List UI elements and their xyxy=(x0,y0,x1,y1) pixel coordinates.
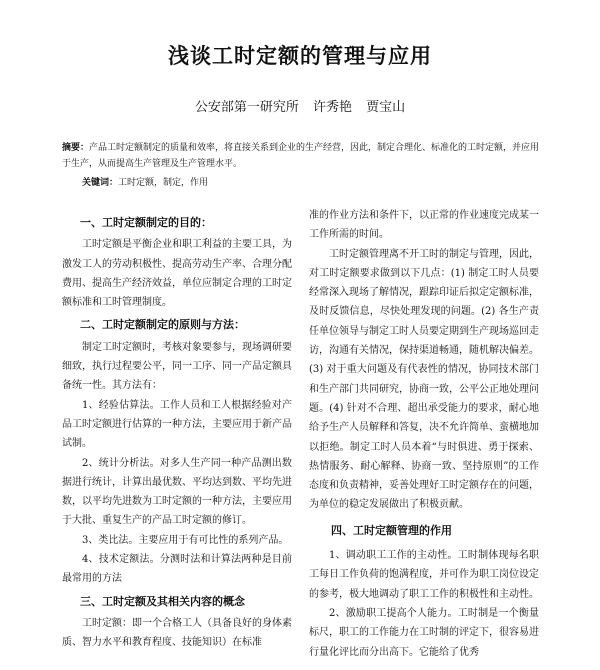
abstract xyxy=(62,140,542,172)
paper-title: 浅谈工时定额的管理与应用 xyxy=(168,43,432,68)
section-heading-1: 一、工时定额制定的目的： xyxy=(80,216,212,229)
paragraph: 制定工时定额时，考核对象要参与，现场调研要细致，执行过程要公平，同一工序、同一产品定额具备统一性。其方法有： xyxy=(62,341,292,392)
paragraph: 工时定额：即一个合格工人（具备良好的身体素质、智力水平和教育程度、技能知识）在标准 xyxy=(62,617,292,649)
paragraph: 2、统计分析法。对多人生产同一种产品测出数据进行统计，计算出最优数、平均达到数、平均先进数，以平均先进数为工时定额的一种方法，主要应用于大批、重复生产的产品工时定额的修订。 xyxy=(62,457,292,527)
section-heading-2: 二、工时定额制定的原则与方法： xyxy=(80,318,245,332)
paragraph: 工时定额管理离不开工时的制定与管理，因此，对工时定额要求做到以下几点：(1) 制定工时人员要经常深入现场了解情况，跟踪印证后拟定定额标准，及时反馈信息，尽快处理发现的问题。(2) 各生产责任单位领导与制定工时人员要定期到生产现场巡回走访，沟通有关情况，保持渠道畅通，随机解决偏差。(3) 对于重大问题及有代表性的情况，协同技术部门和生产部门共同研究，协商一致，公平公正地处理问题。(4) 针对不合理、超出承受能力的要求，耐心地给予生产人员解释和答复，决不允许简单、蛮横地加以拒绝。制定工时人员本着“与时俱进、勇于探索、热情服务、耐心解释、协商一致、坚持原则”的工作态度和负责精神，妥善处理好工时定额存在的问题，为单位的稳定发展做出了积极贡献。 xyxy=(309,248,539,511)
keywords xyxy=(82,176,542,190)
paper-authors: 公安部第一研究所 许秀艳 贾宝山 xyxy=(194,100,406,115)
right-column xyxy=(309,206,539,662)
paragraph: 4、技术定额法。分测时法和计算法两种是目前最常用的方法 xyxy=(62,554,292,585)
paragraph: 1、调动职工工作的主动性。工时制体现每名职工每日工作负荷的饱满程度，并可作为职工岗位设定的参考，极大地调动了职工工作的积极性和主动性。 xyxy=(309,550,539,600)
paragraph: 2、激励职工提高个人能力。工时制是一个衡量标尺，职工的工作能力在工时制的评定下，很容易进行量化评比而分出高下。它能给了优秀 xyxy=(309,607,539,658)
section-heading-4: 四、工时定额管理的作用 xyxy=(331,523,452,537)
left-column xyxy=(62,210,292,653)
paragraph: 1、经验估算法。工作人员和工人根据经验对产品工时定额进行估算的一种方法，主要应用于新产品试制。 xyxy=(62,399,292,450)
keywords-label: 关键词： xyxy=(82,178,119,188)
paragraph: 3、类比法。主要应用于有可比性的系列产品。 xyxy=(82,534,289,546)
paragraph: 工时定额是平衡企业和职工利益的主要工具，为激发工人的劳动积极性、提高劳动生产率、合理分配费用、提高生产经济效益，单位应制定合理的工时定额标准和工时管理制度。 xyxy=(62,239,292,309)
abstract-text: 产品工时定额制定的质量和效率，将直接关系到企业的生产经营，因此，制定合理化、标准化的工时定额，并应用于生产，从而提高生产管理及生产管理水平。 xyxy=(62,143,540,169)
abstract-label: 摘要： xyxy=(62,143,90,153)
section-heading-3: 三、工时定额及其相关内容的概念 xyxy=(80,594,245,608)
paragraph: 准的作业方法和条件下，以正常的作业速度完成某一工作所需的时间。 xyxy=(309,210,539,241)
keywords-text: 工时定额，制定，作用 xyxy=(118,178,209,188)
